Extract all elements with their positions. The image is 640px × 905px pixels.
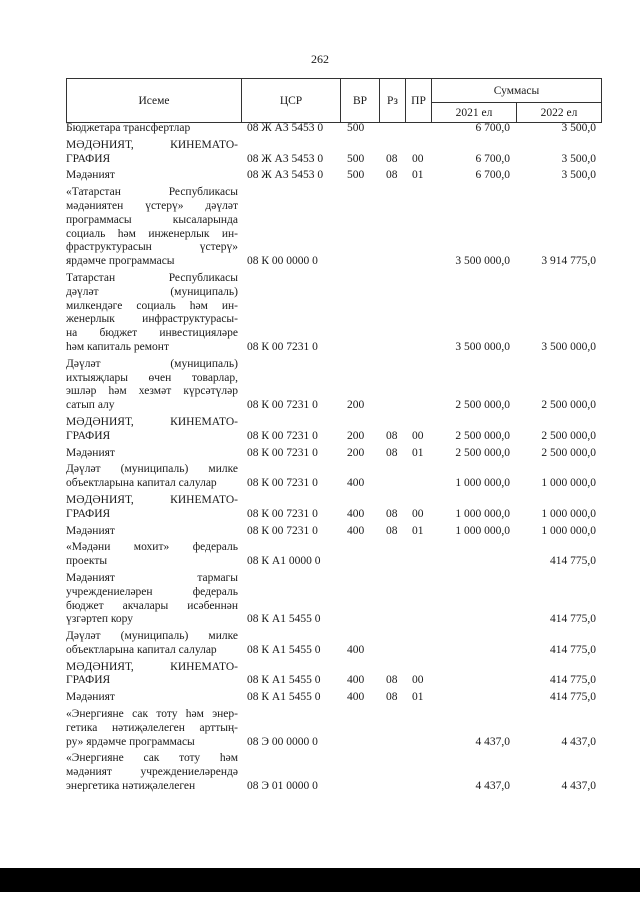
- row-name-line: МӘДӘНИЯТ, КИНЕМАТО-: [66, 415, 238, 428]
- row-sum-2021: 1 000 000,0: [455, 524, 510, 537]
- row-sum-2021: 2 500 000,0: [455, 429, 510, 442]
- row-sum-2021: 6 700,0: [475, 169, 510, 182]
- row-csr: 08 К 00 7231 0: [247, 446, 318, 459]
- row-name-line: ру» ярдәмче программасы: [66, 735, 195, 748]
- row-name: [66, 463, 238, 491]
- table-row: [66, 186, 596, 269]
- row-name: [66, 494, 238, 522]
- row-pr: 01: [412, 446, 424, 459]
- row-name: [66, 541, 238, 569]
- row-sum-2021: 2 500 000,0: [455, 399, 510, 412]
- row-csr: 08 К 00 7231 0: [247, 429, 318, 442]
- row-name-line: ГРАФИЯ: [66, 674, 111, 687]
- row-csr: 08 К 00 7231 0: [247, 477, 318, 490]
- row-sum-2022: 3 914 775,0: [541, 255, 596, 268]
- row-sum-2022: 3 500,0: [561, 169, 596, 182]
- row-sum-2021: 1 000 000,0: [455, 477, 510, 490]
- row-vr: 400: [347, 643, 365, 656]
- row-sum-2022: 3 500 000,0: [541, 340, 596, 353]
- row-sum-2022: 2 500 000,0: [541, 446, 596, 459]
- row-pr: 00: [412, 674, 424, 687]
- row-name-line: мәдәниятен үстерү» дәүләт: [66, 199, 238, 212]
- row-name-line: эшләр һәм хезмәт күрсәтүләр: [66, 385, 238, 398]
- row-pr: 01: [412, 524, 424, 537]
- row-csr: 08 К 00 7231 0: [247, 399, 318, 412]
- row-sum-2022: 4 437,0: [561, 735, 596, 748]
- row-sum-2022: 3 500,0: [561, 122, 596, 134]
- row-sum-2022: 414 775,0: [550, 674, 596, 687]
- row-vr: 200: [347, 399, 365, 412]
- header-sums: Суммасы: [432, 79, 602, 103]
- row-sum-2022: 414 775,0: [550, 555, 596, 568]
- row-sum-2022: 414 775,0: [550, 691, 596, 704]
- row-name: [66, 447, 238, 461]
- header-vr: ВР: [341, 79, 380, 123]
- table-body: [66, 122, 596, 794]
- table-row: [66, 272, 596, 355]
- row-name: [66, 416, 238, 444]
- row-name-line: фраструктурасын үстерү»: [66, 241, 238, 254]
- row-sum-2022: 4 437,0: [561, 780, 596, 793]
- row-name-line: социаль һәм инженерлык ин-: [66, 227, 238, 240]
- table-row: [66, 139, 596, 167]
- row-name: [66, 139, 238, 167]
- row-name: [66, 272, 238, 355]
- row-name: [66, 122, 238, 136]
- table-header: [66, 78, 602, 123]
- row-csr: 08 Ж А3 5453 0: [247, 152, 324, 165]
- row-sum-2021: 6 700,0: [475, 122, 510, 134]
- row-name-line: на бюджет инвестицияләре: [66, 327, 238, 340]
- row-vr: 400: [347, 691, 365, 704]
- table-row: [66, 494, 596, 522]
- row-csr: 08 Ж А3 5453 0: [247, 122, 324, 134]
- header-year-2021: 2021 ел: [432, 103, 517, 123]
- row-pr: 01: [412, 169, 424, 182]
- row-name-line: энергетика нәтиҗәлелеген: [66, 780, 196, 793]
- row-name-line: ГРАФИЯ: [66, 507, 111, 520]
- page-number: 262: [311, 52, 329, 66]
- row-name-line: Мәдәният: [66, 169, 115, 182]
- header-year-2022: 2022 ел: [517, 103, 602, 123]
- row-name-line: объектларына капитал салулар: [66, 643, 217, 656]
- row-sum-2021: 3 500 000,0: [455, 255, 510, 268]
- row-name: [66, 691, 238, 705]
- row-name-line: Мәдәният тармагы: [66, 571, 238, 584]
- row-name-line: Бюджетара трансфертлар: [66, 122, 191, 134]
- row-vr: 500: [347, 122, 365, 134]
- row-vr: 500: [347, 152, 365, 165]
- row-sum-2022: 2 500 000,0: [541, 429, 596, 442]
- row-csr: 08 К 00 7231 0: [247, 340, 318, 353]
- header-pr: ПР: [406, 79, 432, 123]
- row-pr: 00: [412, 429, 424, 442]
- row-csr: 08 Э 01 0000 0: [247, 780, 318, 793]
- row-vr: 200: [347, 446, 365, 459]
- row-vr: 400: [347, 524, 365, 537]
- row-name-line: ГРАФИЯ: [66, 152, 111, 165]
- row-vr: 500: [347, 169, 365, 182]
- row-name-line: «Энергияне сак тоту һәм: [66, 752, 238, 765]
- row-name-line: ихтыяҗлары өчен товарлар,: [66, 371, 238, 384]
- row-name-line: учреждениеләрен федераль: [66, 585, 238, 598]
- row-name: [66, 186, 238, 269]
- row-name-line: «Мәдәни мохит» федераль: [66, 541, 238, 554]
- row-name-line: милкендәге социаль һәм ин-: [66, 299, 238, 312]
- row-csr: 08 Ж А3 5453 0: [247, 169, 324, 182]
- row-pr: 00: [412, 152, 424, 165]
- header-name: Исеме: [67, 79, 242, 123]
- row-csr: 08 Э 00 0000 0: [247, 735, 318, 748]
- row-csr: 08 К А1 5455 0: [247, 691, 321, 704]
- table-row: [66, 541, 596, 569]
- row-name-line: МӘДӘНИЯТ, КИНЕМАТО-: [66, 493, 238, 506]
- row-rz: 08: [386, 691, 398, 704]
- row-csr: 08 К А1 5455 0: [247, 613, 321, 626]
- row-csr: 08 К 00 0000 0: [247, 255, 318, 268]
- row-name-line: «Энергияне сак тоту һәм энер-: [66, 708, 238, 721]
- row-name-line: женерлык инфраструктурасы-: [66, 313, 238, 326]
- row-sum-2022: 2 500 000,0: [541, 399, 596, 412]
- header-rz: Рз: [380, 79, 406, 123]
- row-name-line: объектларына капитал салулар: [66, 477, 217, 490]
- row-name: [66, 630, 238, 658]
- row-sum-2022: 1 000 000,0: [541, 477, 596, 490]
- row-name-line: Дәүләт (муниципаль) милке: [66, 463, 238, 476]
- row-csr: 08 К 00 7231 0: [247, 507, 318, 520]
- row-csr: 08 К А1 5455 0: [247, 674, 321, 687]
- row-vr: 400: [347, 477, 365, 490]
- row-name-line: мәдәният учреждениеләрендә: [66, 766, 238, 779]
- row-name: [66, 358, 238, 413]
- row-rz: 08: [386, 152, 398, 165]
- row-name-line: Татарстан Республикасы: [66, 271, 238, 284]
- row-sum-2022: 414 775,0: [550, 613, 596, 626]
- row-name-line: МӘДӘНИЯТ, КИНЕМАТО-: [66, 660, 238, 673]
- row-name-line: гетика нәтиҗәлелеген арттың-: [66, 721, 238, 734]
- row-rz: 08: [386, 446, 398, 459]
- row-sum-2022: 3 500,0: [561, 152, 596, 165]
- row-sum-2022: 414 775,0: [550, 643, 596, 656]
- row-name-line: «Татарстан Республикасы: [66, 186, 238, 199]
- table-row: [66, 691, 596, 705]
- row-sum-2021: 1 000 000,0: [455, 507, 510, 520]
- row-name-line: Мәдәният: [66, 524, 115, 537]
- table-row: [66, 122, 596, 136]
- table-row: [66, 169, 596, 183]
- table-row: [66, 358, 596, 413]
- row-name-line: проекты: [66, 555, 108, 568]
- row-pr: 01: [412, 691, 424, 704]
- row-name-line: программасы кысаларында: [66, 213, 238, 226]
- row-name-line: МӘДӘНИЯТ, КИНЕМАТО-: [66, 138, 238, 151]
- table-row: [66, 661, 596, 689]
- row-sum-2021: 6 700,0: [475, 152, 510, 165]
- row-name-line: дәүләт (муниципаль): [66, 285, 238, 298]
- row-name: [66, 572, 238, 627]
- table-row: [66, 416, 596, 444]
- header-csr: ЦСР: [242, 79, 341, 123]
- table-row: [66, 752, 596, 793]
- row-rz: 08: [386, 674, 398, 687]
- row-csr: 08 К А1 5455 0: [247, 643, 321, 656]
- table-row: [66, 630, 596, 658]
- row-name: [66, 708, 238, 749]
- row-name: [66, 752, 238, 793]
- row-name-line: Дәүләт (муниципаль) милке: [66, 630, 238, 643]
- row-name: [66, 661, 238, 689]
- row-name-line: бюджет акчалары исәбеннән: [66, 599, 238, 612]
- row-vr: 400: [347, 674, 365, 687]
- row-rz: 08: [386, 524, 398, 537]
- row-sum-2021: 4 437,0: [475, 735, 510, 748]
- row-name-line: Дәүләт (муниципаль): [66, 357, 238, 370]
- row-name-line: үзгәртеп кору: [66, 613, 133, 626]
- table-row: [66, 572, 596, 627]
- row-name-line: Мәдәният: [66, 691, 115, 704]
- scan-border: [0, 868, 640, 892]
- row-name-line: һәм капиталь ремонт: [66, 340, 169, 353]
- row-name: [66, 525, 238, 539]
- row-sum-2022: 1 000 000,0: [541, 507, 596, 520]
- row-name-line: ГРАФИЯ: [66, 429, 111, 442]
- row-sum-2021: 2 500 000,0: [455, 446, 510, 459]
- row-name-line: сатып алу: [66, 399, 115, 412]
- table-row: [66, 447, 596, 461]
- table-row: [66, 525, 596, 539]
- row-sum-2021: 3 500 000,0: [455, 340, 510, 353]
- row-sum-2022: 1 000 000,0: [541, 524, 596, 537]
- row-csr: 08 К 00 7231 0: [247, 524, 318, 537]
- table-row: [66, 708, 596, 749]
- row-pr: 00: [412, 507, 424, 520]
- row-sum-2021: 4 437,0: [475, 780, 510, 793]
- row-name-line: Мәдәният: [66, 446, 115, 459]
- row-vr: 200: [347, 429, 365, 442]
- row-rz: 08: [386, 507, 398, 520]
- row-vr: 400: [347, 507, 365, 520]
- row-csr: 08 К А1 0000 0: [247, 555, 321, 568]
- row-rz: 08: [386, 429, 398, 442]
- row-name: [66, 169, 238, 183]
- table-row: [66, 463, 596, 491]
- row-rz: 08: [386, 169, 398, 182]
- row-name-line: ярдәмче программасы: [66, 255, 175, 268]
